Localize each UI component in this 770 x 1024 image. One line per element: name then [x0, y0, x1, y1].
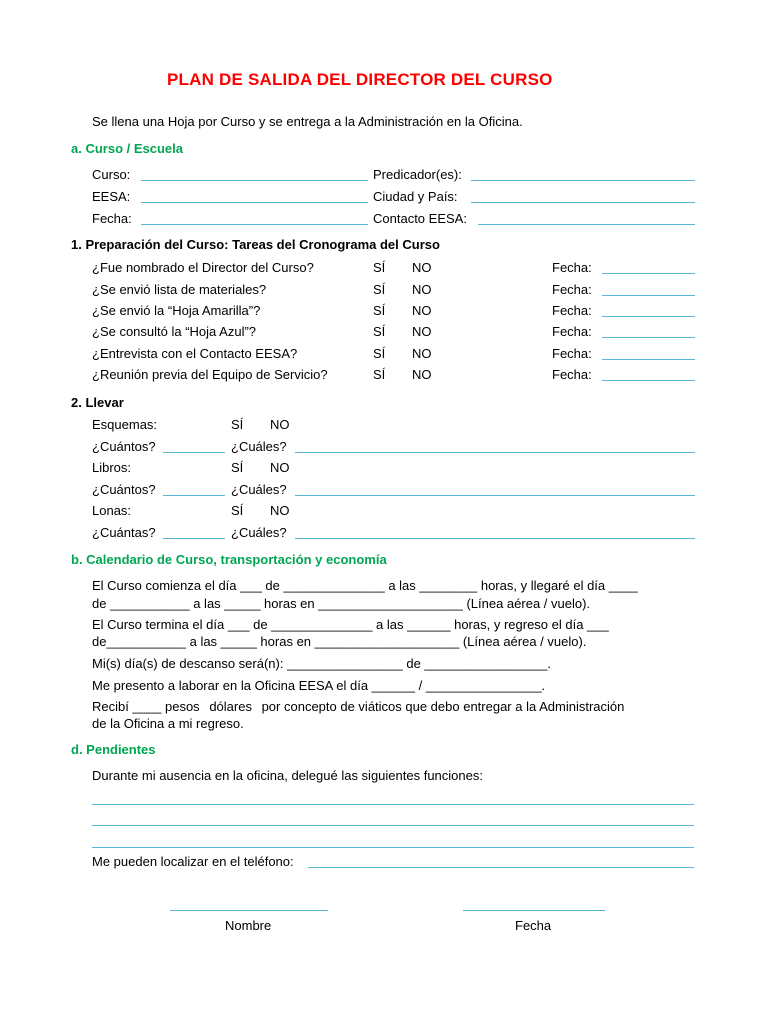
task-no-option[interactable] [412, 282, 432, 297]
task-yes-option[interactable] [373, 260, 385, 275]
task-yes-option[interactable] [373, 303, 385, 318]
rest-days-line: Mi(s) día(s) de descanso será(n): ________________ de _________________. [92, 656, 551, 671]
yes-label: SÍ [373, 367, 386, 382]
cuantos-label: ¿Cuántos? [92, 482, 156, 497]
cuantas-label: ¿Cuántas? [92, 525, 156, 540]
no-label: NO [412, 303, 432, 318]
task-question: ¿Reunión previa del Equipo de Servicio? [92, 367, 328, 382]
delegation-line-3[interactable] [92, 835, 694, 848]
task-question: ¿Se consultó la “Hoja Azul”? [92, 324, 257, 339]
cuales-lonas-field[interactable] [295, 526, 695, 539]
yes-label: SÍ [373, 282, 386, 297]
pesos-text: Recibí ____ pesos [92, 699, 200, 714]
task-fecha-field[interactable] [602, 368, 695, 381]
task-no-option[interactable] [412, 346, 432, 361]
task-no-option[interactable] [412, 303, 432, 318]
cuantos-esquemas-field[interactable] [163, 440, 225, 453]
nombre-label: Nombre [225, 918, 272, 933]
yes-label: SÍ [231, 503, 244, 518]
viaticos-continuation: de la Oficina a mi regreso. [92, 716, 244, 731]
no-label: NO [412, 367, 432, 382]
lonas-no[interactable] [270, 503, 290, 518]
predicador-field[interactable] [471, 168, 695, 181]
task-question: ¿Se envió lista de materiales? [92, 282, 267, 297]
task-yes-option[interactable] [373, 282, 385, 297]
task-fecha-label: Fecha: [552, 367, 592, 382]
cuales-label: ¿Cuáles? [231, 439, 287, 454]
lonas-label: Lonas: [92, 503, 132, 518]
ciudad-label: Ciudad y País: [373, 189, 458, 204]
schedule-return-line: de___________ a las _____ horas en ____________________ (Línea aérea / vuelo). [92, 634, 587, 649]
task-question: ¿Se envió la “Hoja Amarilla”? [92, 303, 261, 318]
no-label: NO [412, 324, 432, 339]
schedule-end-line: El Curso termina el día ___ de ______________ a las ______ horas, y regreso el día ___ [92, 617, 609, 632]
curso-label: Curso: [92, 167, 131, 182]
task-fecha-label: Fecha: [552, 303, 592, 318]
cuantos-libros-field[interactable] [163, 483, 225, 496]
contacto-label: Contacto EESA: [373, 211, 467, 226]
fecha-signature-label: Fecha [515, 918, 552, 933]
no-label: NO [270, 460, 290, 475]
esquemas-label: Esquemas: [92, 417, 158, 432]
no-label: NO [412, 282, 432, 297]
cuantas-lonas-field[interactable] [163, 526, 225, 539]
report-office-line: Me presento a laborar en la Oficina EESA el día ______ / ________________. [92, 678, 546, 693]
section-d-heading: d. Pendientes [71, 742, 156, 757]
schedule-start-line: El Curso comienza el día ___ de ______________ a las ________ horas, y llegaré el día ____ [92, 578, 638, 593]
ciudad-field[interactable] [471, 190, 695, 203]
task-yes-option[interactable] [373, 367, 385, 382]
task-fecha-field[interactable] [602, 347, 695, 360]
cuantos-label: ¿Cuántos? [92, 439, 156, 454]
task-no-option[interactable] [412, 324, 432, 339]
esquemas-yes[interactable] [231, 417, 243, 432]
delegation-text: Durante mi ausencia en la oficina, delegué las siguientes funciones: [92, 768, 483, 783]
esquemas-no[interactable] [270, 417, 290, 432]
libros-yes[interactable] [231, 460, 243, 475]
no-label: NO [270, 417, 290, 432]
fecha-signature-line[interactable] [463, 898, 605, 911]
cuales-libros-field[interactable] [295, 483, 695, 496]
section-1-heading: 1. Preparación del Curso: Tareas del Cronograma del Curso [71, 237, 440, 252]
task-fecha-field[interactable] [602, 325, 695, 338]
section-2-heading: 2. Llevar [71, 395, 124, 410]
fecha-label: Fecha: [92, 211, 132, 226]
task-fecha-label: Fecha: [552, 260, 592, 275]
fecha-field[interactable] [141, 212, 368, 225]
libros-no[interactable] [270, 460, 290, 475]
libros-label: Libros: [92, 460, 132, 475]
task-fecha-label: Fecha: [552, 282, 592, 297]
viaticos-line [92, 699, 624, 714]
eesa-field[interactable] [141, 190, 368, 203]
task-fecha-field[interactable] [602, 304, 695, 317]
delegation-line-2[interactable] [92, 813, 694, 826]
lonas-yes[interactable] [231, 503, 243, 518]
no-label: NO [412, 260, 432, 275]
yes-label: SÍ [231, 417, 244, 432]
section-b-heading: b. Calendario de Curso, transportación y economía [71, 552, 387, 567]
predicador-label: Predicador(es): [373, 167, 462, 182]
task-no-option[interactable] [412, 260, 432, 275]
delegation-line-1[interactable] [92, 792, 694, 805]
task-fecha-field[interactable] [602, 261, 695, 274]
viaticos-text: por concepto de viáticos que debo entregar a la Administración [261, 699, 625, 714]
yes-label: SÍ [373, 324, 386, 339]
yes-label: SÍ [373, 303, 386, 318]
no-label: NO [270, 503, 290, 518]
phone-field[interactable] [308, 855, 694, 868]
section-a-heading: a. Curso / Escuela [71, 141, 183, 156]
page-title: PLAN DE SALIDA DEL DIRECTOR DEL CURSO [167, 70, 553, 89]
yes-label: SÍ [373, 260, 386, 275]
schedule-arrival-line: de ___________ a las _____ horas en ____________________ (Línea aérea / vuelo). [92, 596, 591, 611]
curso-field[interactable] [141, 168, 368, 181]
task-fecha-label: Fecha: [552, 346, 592, 361]
dolares-text: dólares [209, 699, 252, 714]
nombre-signature-line[interactable] [170, 898, 328, 911]
yes-label: SÍ [373, 346, 386, 361]
task-yes-option[interactable] [373, 324, 385, 339]
eesa-label: EESA: [92, 189, 131, 204]
cuales-label: ¿Cuáles? [231, 525, 287, 540]
contacto-field[interactable] [478, 212, 695, 225]
phone-label: Me pueden localizar en el teléfono: [92, 854, 294, 869]
task-no-option[interactable] [412, 367, 432, 382]
cuales-esquemas-field[interactable] [295, 440, 695, 453]
yes-label: SÍ [231, 460, 244, 475]
no-label: NO [412, 346, 432, 361]
task-yes-option[interactable] [373, 346, 385, 361]
task-question: ¿Entrevista con el Contacto EESA? [92, 346, 298, 361]
task-fecha-label: Fecha: [552, 324, 592, 339]
task-fecha-field[interactable] [602, 283, 695, 296]
task-question: ¿Fue nombrado el Director del Curso? [92, 260, 314, 275]
cuales-label: ¿Cuáles? [231, 482, 287, 497]
intro-text: Se llena una Hoja por Curso y se entrega a la Administración en la Oficina. [92, 114, 523, 129]
